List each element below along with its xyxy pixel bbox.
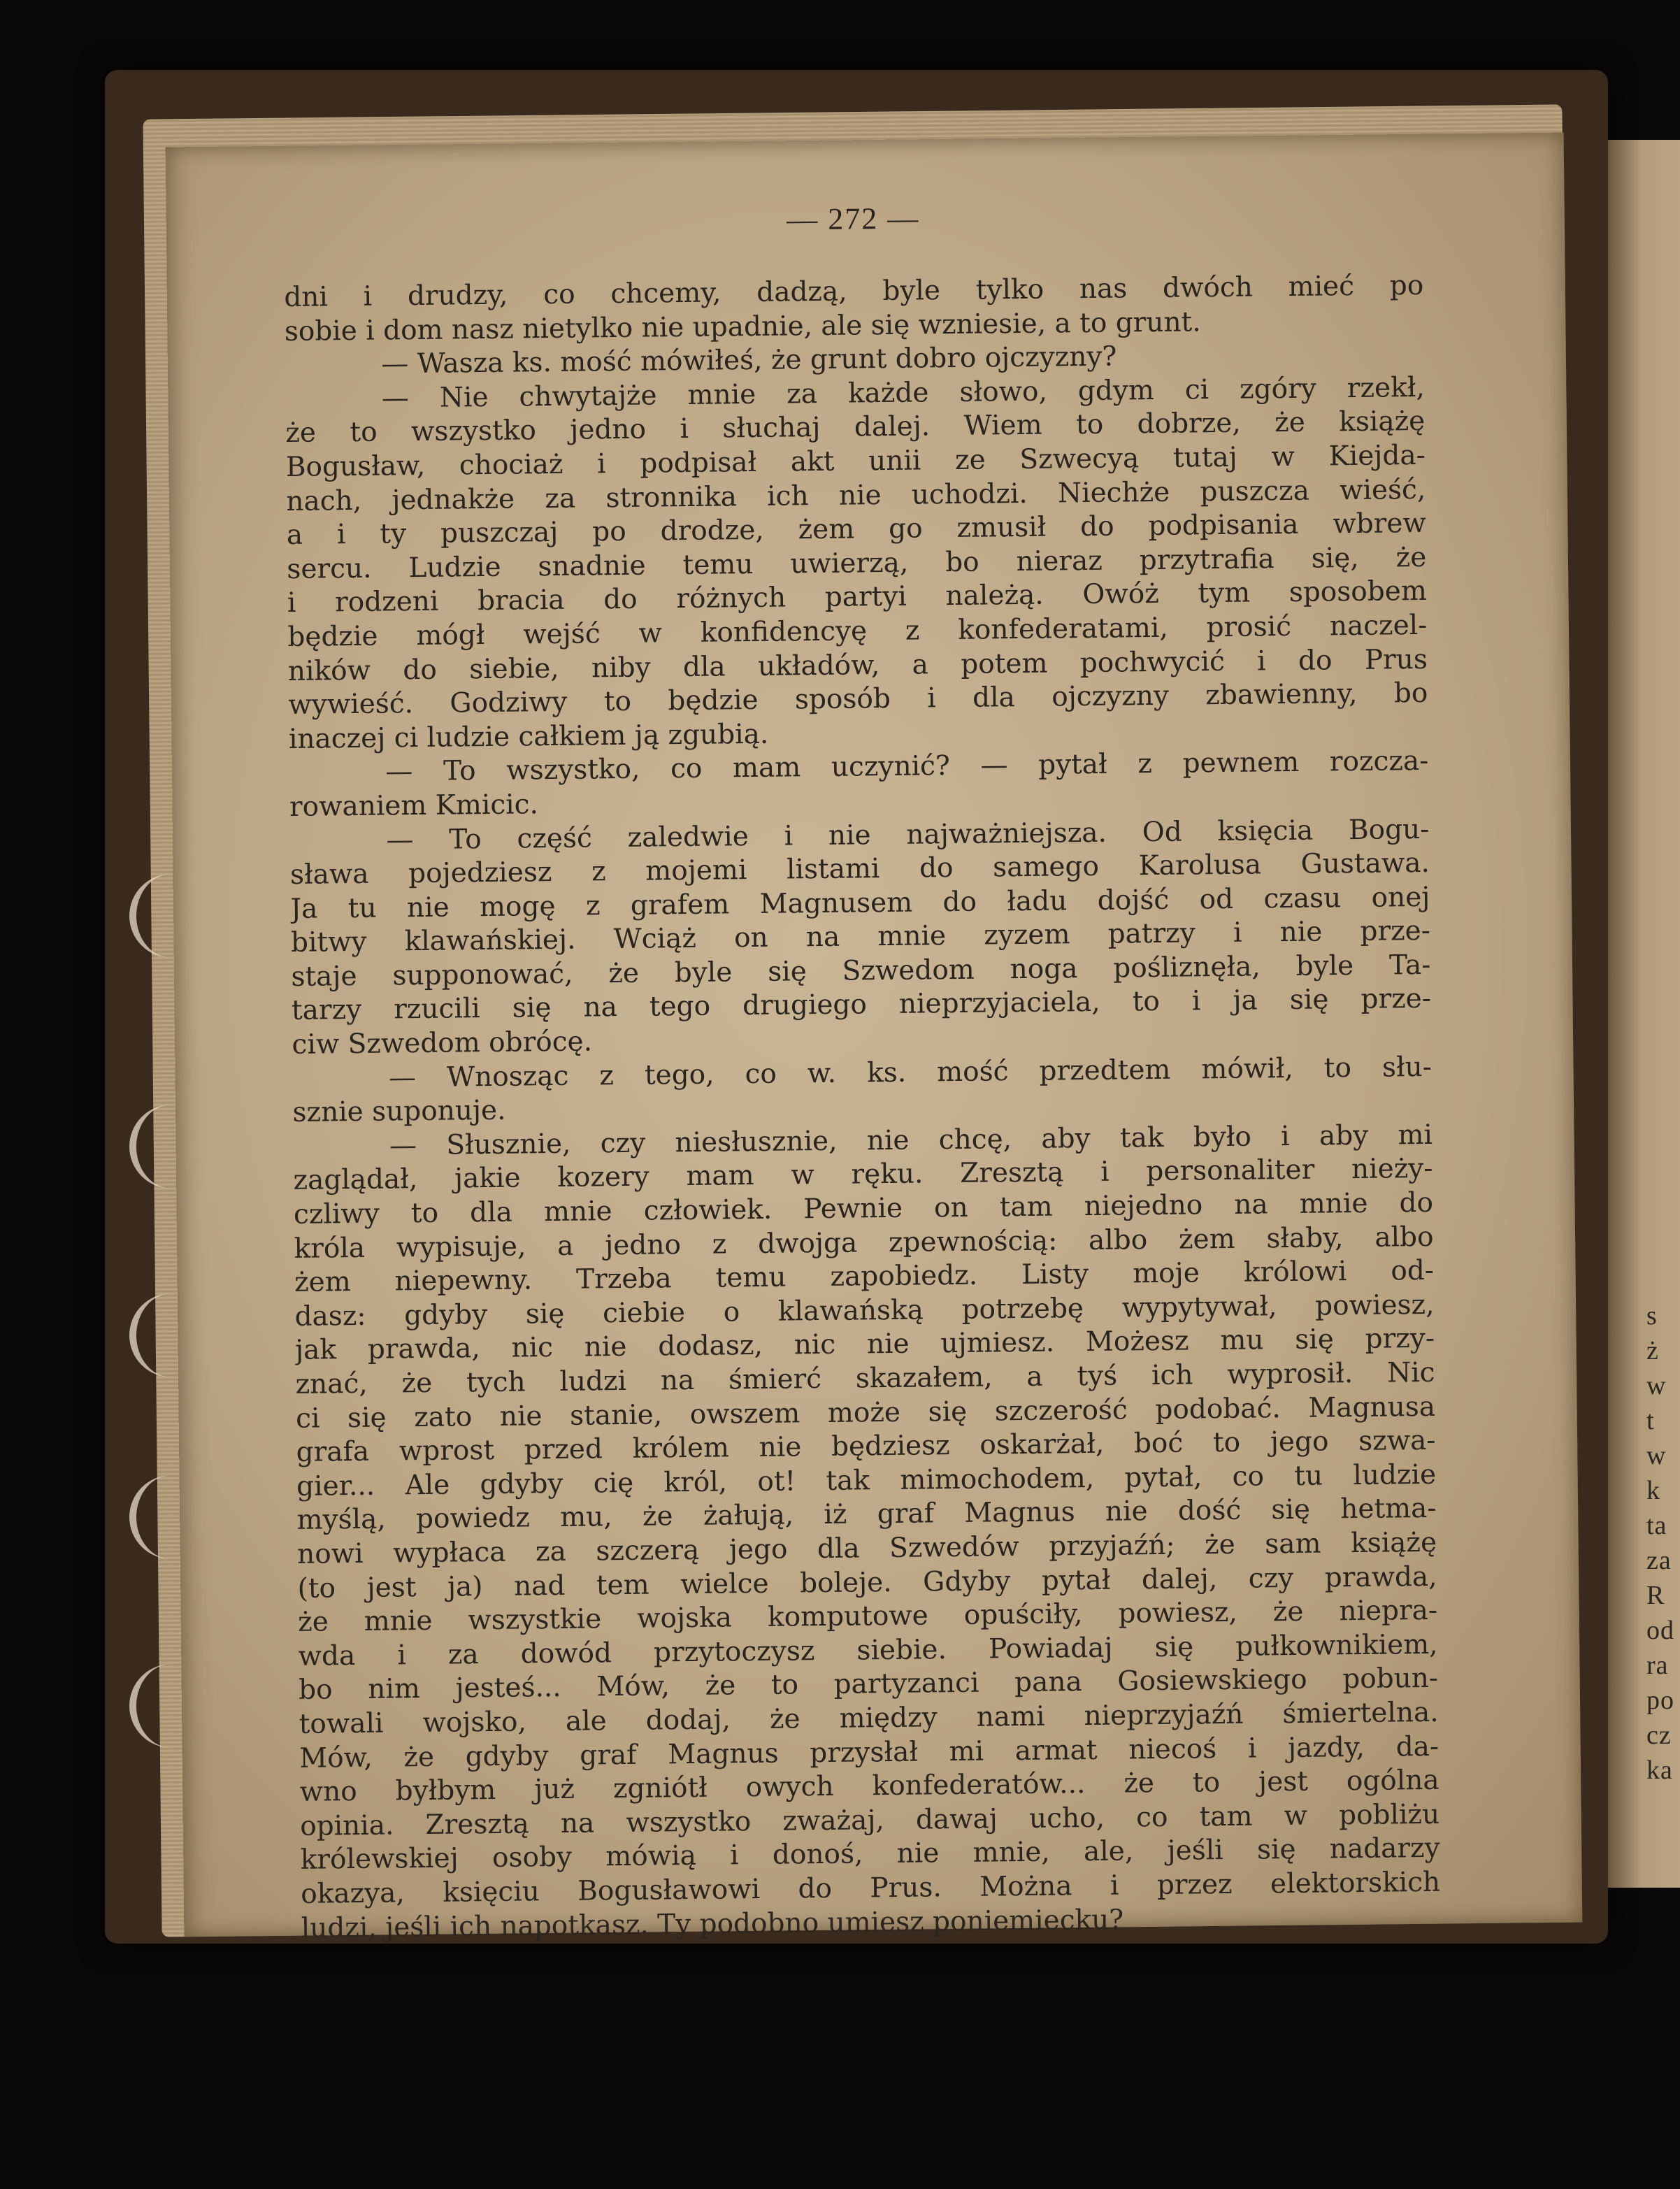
text-line: — Słusznie, czy niesłusznie, nie chcę, aby tak było i aby mi bbox=[389, 1119, 1433, 1162]
text-line: (to jest ja) nad tem wielce boleje. Gdyby pytał dalej, czy prawda, bbox=[297, 1560, 1437, 1605]
next-page-fragment: w bbox=[1646, 1371, 1667, 1400]
next-page-fragment: za bbox=[1646, 1546, 1672, 1575]
text-line: wywieść. Godziwy to będzie sposób i dla ojczyzny zbawienny, bo bbox=[288, 677, 1428, 722]
text-line: będzie mógł wejść w konfidencyę z konfederatami, prosić naczel- bbox=[287, 609, 1428, 653]
next-page-fragment: w bbox=[1646, 1441, 1667, 1470]
text-line: wno byłbym już zgniótł owych konfederatów... że to jest ogólna bbox=[299, 1764, 1440, 1808]
next-page-fragment: k bbox=[1646, 1476, 1660, 1505]
text-line: a i ty puszczaj po drodze, żem go zmusił do podpisania wbrew bbox=[286, 508, 1427, 552]
text-line: ci się zato nie stanie, owszem może się szczerość podobać. Magnusa bbox=[295, 1391, 1436, 1435]
text-line: — Wasza ks. mość mówiłeś, że grunt dobro ojczyzny? bbox=[381, 340, 1117, 380]
text-line: żem niepewny. Trzeba temu zapobiedz. Listy moje królowi od- bbox=[294, 1255, 1435, 1299]
text-line: grafa wprost przed królem nie będziesz oskarżał, boć to jego szwa- bbox=[296, 1425, 1436, 1469]
text-line: sercu. Ludzie snadnie temu uwierzą, bo nieraz przytrafia się, że bbox=[287, 541, 1427, 585]
text-line: zaglądał, jakie kozery mam w ręku. Zresztą i personaliter nieży- bbox=[293, 1153, 1433, 1197]
text-line: czliwy to dla mnie człowiek. Pewnie on tam niejedno na mnie do bbox=[293, 1186, 1434, 1230]
next-page-edge bbox=[1608, 140, 1680, 1888]
text-line: królewskiej osoby mówią i donoś, nie mnie, ale, jeśli się nadarzy bbox=[300, 1832, 1440, 1876]
text-line: — Nie chwytajże mnie za każde słowo, gdym ci zgóry rzekł, bbox=[381, 371, 1425, 415]
text-line: dasz: gdyby się ciebie o klawańską potrzebę wypytywał, powiesz, bbox=[294, 1289, 1435, 1333]
text-line: sznie suponuje. bbox=[292, 1094, 506, 1129]
text-line: i rodzeni bracia do różnych partyi należą. Owóż tym sposobem bbox=[287, 575, 1428, 619]
page-number: — 272 — bbox=[786, 201, 920, 237]
text-line: rowaniem Kmicic. bbox=[289, 789, 539, 823]
text-line: inaczej ci ludzie całkiem ją zgubią. bbox=[288, 718, 769, 755]
text-line: gier... Ale gdyby cię król, ot! tak mimochodem, pytał, co tu ludzie bbox=[296, 1458, 1437, 1502]
next-page-fragment: R bbox=[1646, 1581, 1665, 1610]
text-line: znać, że tych ludzi na śmierć skazałem, a tyś ich wyprosił. Nic bbox=[295, 1356, 1435, 1400]
text-line: opinia. Zresztą na wszystko zważaj, dawaj ucho, co tam w pobliżu bbox=[299, 1798, 1440, 1842]
next-page-fragment: s bbox=[1646, 1301, 1658, 1330]
text-line: ludzi, jeśli ich napotkasz. Ty podobno umiesz poniemiecku? bbox=[301, 1904, 1124, 1944]
text-line: Ja tu nie mogę z grafem Magnusem do ładu dojść od czasu onej bbox=[290, 881, 1430, 925]
text-line: jak prawda, nic nie dodasz, nic nie ujmiesz. Możesz mu się przy- bbox=[294, 1323, 1435, 1367]
next-page-fragment: cz bbox=[1646, 1721, 1672, 1750]
text-line: staje supponować, że byle się Szwedom noga pośliznęła, byle Ta- bbox=[291, 949, 1431, 993]
next-page-fragment: ra bbox=[1646, 1651, 1669, 1680]
text-lines bbox=[284, 269, 1441, 1946]
text-line: bo nim jesteś... Mów, że to partyzanci pana Gosiewskiego pobun- bbox=[298, 1663, 1439, 1707]
next-page-fragment: po bbox=[1646, 1686, 1674, 1715]
next-page-fragment: ż bbox=[1646, 1336, 1659, 1365]
next-page-fragment: ka bbox=[1646, 1756, 1673, 1785]
text-line: tarzy rzucili się na tego drugiego nieprzyjaciela, to i ja się prze- bbox=[291, 983, 1432, 1027]
text-line: — To część zaledwie i nie najważniejsza. Od księcia Bogu- bbox=[386, 813, 1430, 856]
text-line: bitwy klawańskiej. Wciąż on na mnie zyzem patrzy i nie prze- bbox=[290, 915, 1431, 959]
text-line: że to wszystko jedno i słuchaj dalej. Wiem to dobrze, że książę bbox=[285, 405, 1426, 450]
text-line: towali wojsko, ale dodaj, że między nami nieprzyjaźń śmiertelna. bbox=[299, 1696, 1439, 1740]
next-page-fragment: od bbox=[1646, 1616, 1674, 1645]
text-line: Mów, że gdyby graf Magnus przysłał mi armat niecoś i jazdy, da- bbox=[299, 1730, 1440, 1774]
text-line: wda i za dowód przytoczysz siebie. Powiadaj się pułkownikiem, bbox=[298, 1628, 1438, 1672]
text-line: ników do siebie, niby dla układów, a potem pochwycić i do Prus bbox=[287, 643, 1428, 687]
text-line: króla wypisuje, a jedno z dwojga zpewnością: albo żem słaby, albo bbox=[294, 1221, 1434, 1265]
spine-thread-marks bbox=[129, 874, 178, 1923]
text-line: — Wnosząc z tego, co w. ks. mość przedtem mówił, to słu- bbox=[388, 1051, 1433, 1094]
text-line: sobie i dom nasz nietylko nie upadnie, ale się wzniesie, a to grunt. bbox=[284, 306, 1201, 347]
text-line: myślą, powiedz mu, że żałują, iż graf Magnus nie dość się hetma- bbox=[296, 1493, 1437, 1537]
text-line: nach, jednakże za stronnika ich nie uchodzi. Niechże puszcza wieść, bbox=[286, 473, 1426, 517]
text-line: dni i drudzy, co chcemy, dadzą, byle tylko nas dwóch mieć po bbox=[284, 269, 1424, 313]
page-text bbox=[283, 198, 1441, 1946]
next-page-fragment: ta bbox=[1646, 1511, 1667, 1540]
text-line: nowi wypłaca za szczerą jego dla Szwedów przyjaźń; że sam książę bbox=[296, 1526, 1437, 1570]
text-line: — To wszystko, co mam uczynić? — pytał z pewnem rozcza- bbox=[385, 745, 1429, 788]
text-line: ciw Szwedom obrócę. bbox=[292, 1026, 593, 1061]
text-line: że mnie wszystkie wojska komputowe opuściły, powiesz, że niepra- bbox=[297, 1594, 1438, 1639]
text-line: Bogusław, chociaż i podpisał akt unii ze Szwecyą tutaj w Kiejda- bbox=[285, 439, 1426, 483]
next-page-fragment: t bbox=[1646, 1406, 1655, 1435]
text-line: okazya, księciu Bogusławowi do Prus. Można i przez elektorskich bbox=[300, 1866, 1441, 1910]
text-line: sława pojedziesz z mojemi listami do samego Karolusa Gustawa. bbox=[289, 847, 1430, 891]
